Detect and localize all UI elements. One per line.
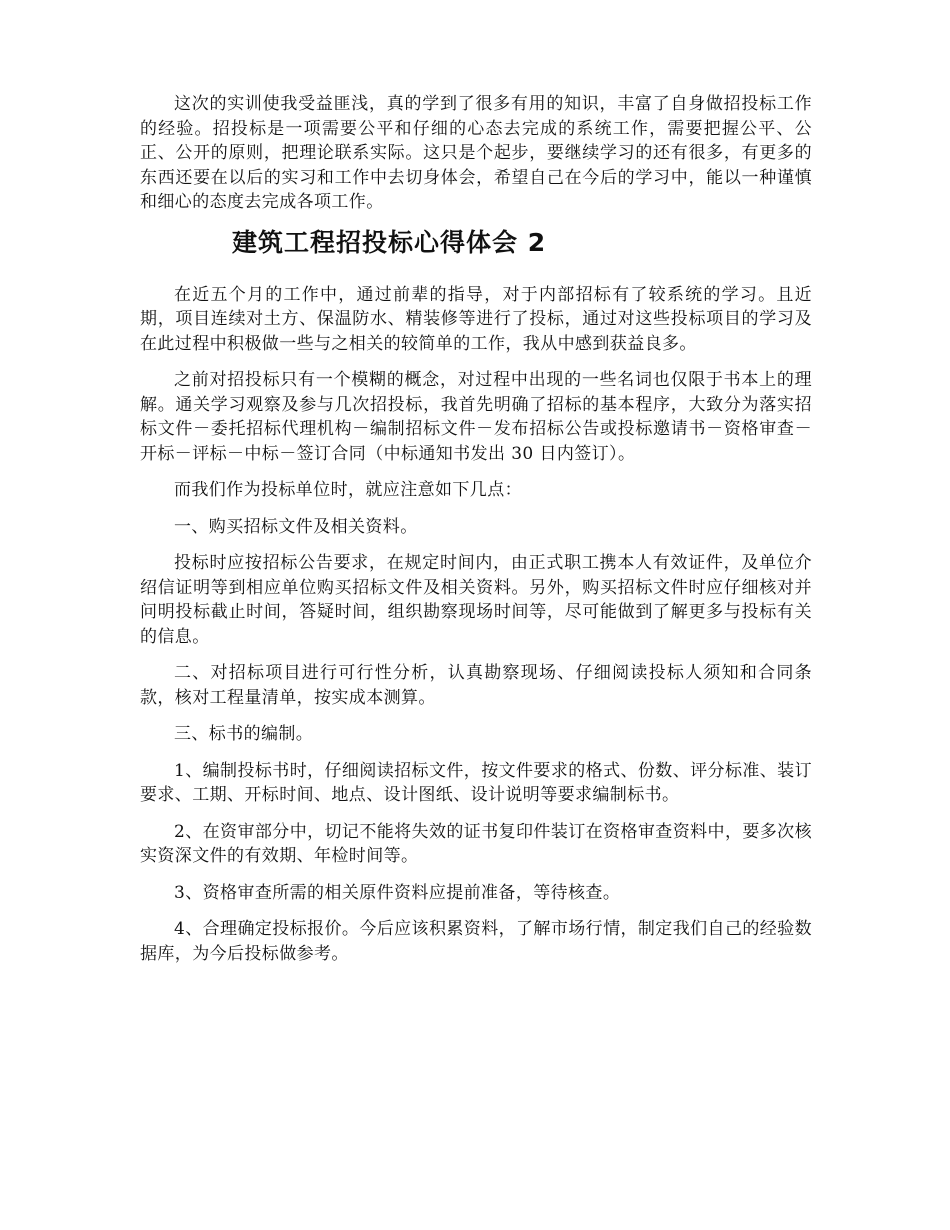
document-body [140,92,812,966]
paragraph-4: 一、购买招标文件及相关资料。 [174,516,418,537]
paragraph-2: 之前对招投标只有一个模糊的概念，对过程中出现的一些名词也仅限于书本上的理解。通关学习观察及参与几次招投标，我首先明确了招标的基本程序，大致分为落实招标文件－委托招标代理机构－编制招标文件－发布招标公告或投标邀请书－资格审查－开标－评标－中标－签订合同（中标通知书发出 30 日内签订）。 [140,370,812,464]
intro-paragraph: 这次的实训使我受益匪浅，真的学到了很多有用的知识，丰富了自身做招投标工作的经验。招投标是一项需要公平和仔细的心态去完成的系统工作，需要把握公平、公正、公开的原则，把理论联系实际。这只是个起步，要继续学习的还有很多，有更多的东西还要在以后的实习和工作中去切身体会，希望自己在今后的学习中，能以一种谨慎和细心的态度去完成各项工作。 [140,94,812,212]
paragraph-8: 1、编制投标书时，仔细阅读招标文件，按文件要求的格式、份数、评分标准、装订要求、工期、开标时间、地点、设计图纸、设计说明等要求编制标书。 [140,760,812,805]
paragraph-9: 2、在资审部分中，切记不能将失效的证书复印件装订在资格审查资料中，要多次核实资深文件的有效期、年检时间等。 [140,821,812,866]
section-title: 建筑工程招投标心得体会 2 [232,227,547,257]
paragraph-7: 三、标书的编制。 [174,724,314,744]
paragraph-6: 二、对招标项目进行可行性分析，认真勘察现场、仔细阅读投标人须知和合同条款，核对工程量清单，按实成本测算。 [140,663,812,708]
paragraph-10: 3、资格审查所需的相关原件资料应提前准备，等待核查。 [174,882,621,903]
paragraph-5: 投标时应按招标公告要求，在规定时间内，由正式职工携本人有效证件，及单位介绍信证明等到相应单位购买招标文件及相关资料。另外，购买招标文件时应仔细核对并问明投标截止时间，答疑时间，组织勘察现场时间等，尽可能做到了解更多与投标有关的信息。 [140,553,812,647]
paragraph-3: 而我们作为投标单位时，就应注意如下几点： [174,480,522,500]
paragraph-1: 在近五个月的工作中，通过前辈的指导，对于内部招标有了较系统的学习。且近期，项目连续对土方、保温防水、精装修等进行了投标，通过对这些投标项目的学习及在此过程中积极做一些与之相关的较简单的工作，我从中感到获益良多。 [140,284,812,354]
paragraph-11: 4、合理确定投标报价。今后应该积累资料，了解市场行情，制定我们自己的经验数据库，为今后投标做参考。 [140,919,812,964]
